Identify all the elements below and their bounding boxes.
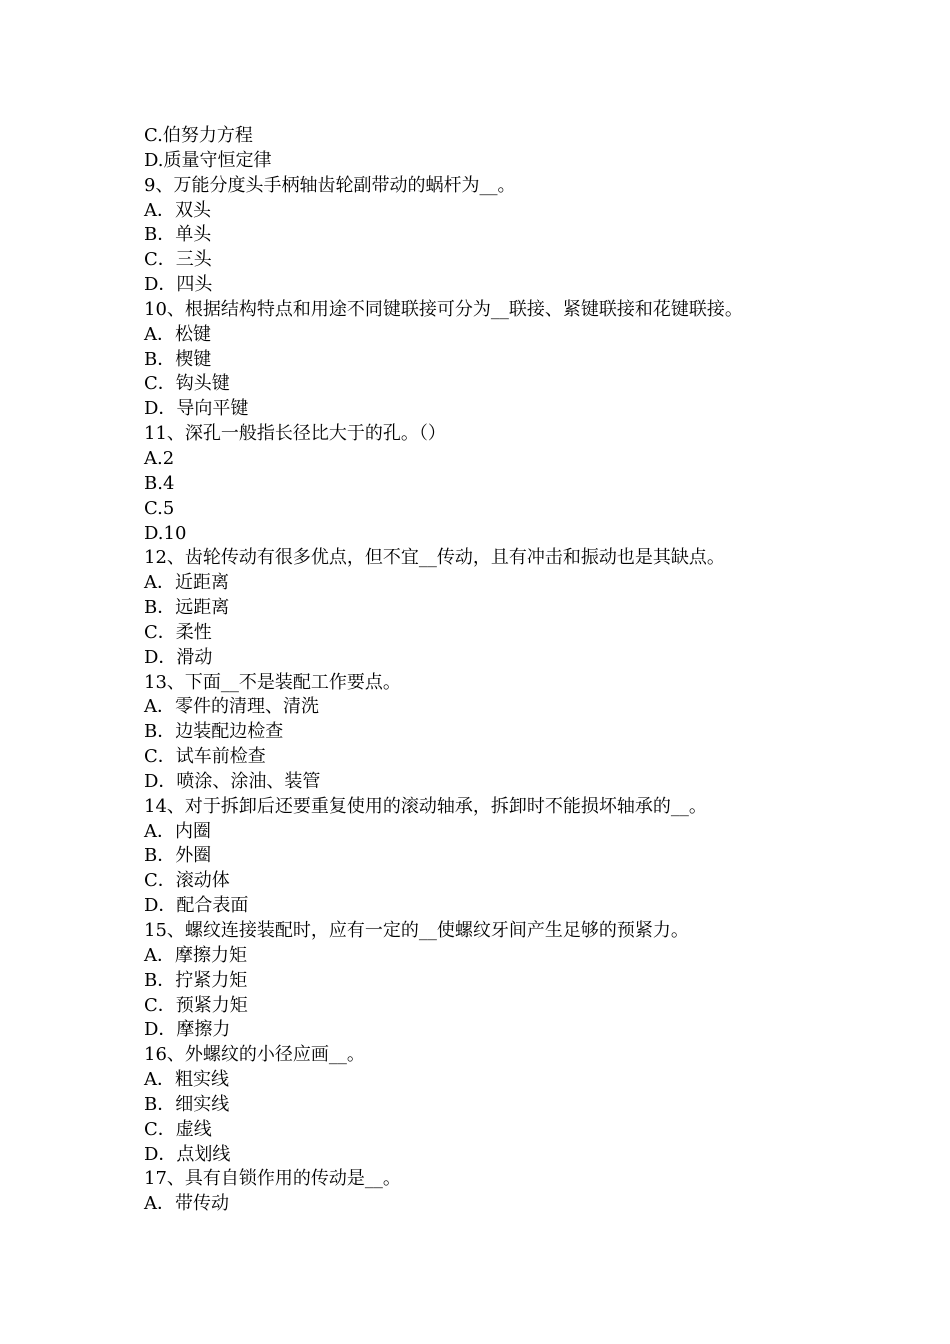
option-line: B．边装配边检查 <box>144 721 284 743</box>
option-line: D．喷涂、涂油、装管 <box>144 770 321 792</box>
question-line: 15、螺纹连接装配时，应有一定的__使螺纹牙间产生足够的预紧力。 <box>144 920 689 941</box>
option-line: B．楔键 <box>144 348 212 370</box>
option-line: B．拧紧力矩 <box>144 969 248 991</box>
option-line: B．远距离 <box>144 597 230 619</box>
option-line: D．四头 <box>144 274 213 296</box>
option-line: C.伯努力方程 <box>144 125 253 146</box>
question-line: 13、下面__不是装配工作要点。 <box>144 671 401 693</box>
document-body <box>144 124 844 1217</box>
option-line: C．钩头键 <box>144 373 230 395</box>
option-line: D．点划线 <box>144 1143 231 1165</box>
option-line: A．摩擦力矩 <box>144 944 247 966</box>
option-line: C．柔性 <box>144 621 212 643</box>
option-line: A．松键 <box>144 323 211 345</box>
option-line: A．粗实线 <box>144 1069 229 1091</box>
option-line: C．预紧力矩 <box>144 994 248 1016</box>
option-line: C．滚动体 <box>144 870 230 892</box>
option-line: A．双头 <box>144 199 211 221</box>
option-line: C．虚线 <box>144 1118 212 1140</box>
question-line: 17、具有自锁作用的传动是__。 <box>144 1168 401 1190</box>
option-line: D．滑动 <box>144 646 213 668</box>
option-line: D．配合表面 <box>144 895 249 917</box>
option-line: B.4 <box>144 472 175 494</box>
option-line: D.10 <box>144 522 187 544</box>
option-line: B．外圈 <box>144 845 212 867</box>
question-line: 11、深孔一般指长径比大于的孔。（） <box>144 423 446 445</box>
option-line: C．试车前检查 <box>144 746 266 768</box>
question-line: 16、外螺纹的小径应画__。 <box>144 1044 365 1066</box>
option-line: D．导向平键 <box>144 398 249 420</box>
option-line: A.2 <box>144 447 175 469</box>
option-line: C.5 <box>144 497 175 519</box>
question-line: 14、对于拆卸后还要重复使用的滚动轴承，拆卸时不能损坏轴承的__。 <box>144 795 707 817</box>
option-line: B．单头 <box>144 224 212 246</box>
option-line: C．三头 <box>144 249 212 271</box>
option-line: A．内圈 <box>144 820 211 842</box>
option-line: D.质量守恒定律 <box>144 149 272 171</box>
option-line: A．零件的清理、清洗 <box>144 696 319 718</box>
question-line: 12、齿轮传动有很多优点，但不宜__传动，且有冲击和振动也是其缺点。 <box>144 547 725 569</box>
option-line: A．带传动 <box>144 1193 229 1215</box>
option-line: B．细实线 <box>144 1093 230 1115</box>
question-line: 9、万能分度头手柄轴齿轮副带动的蜗杆为__。 <box>144 174 516 196</box>
question-line: 10、根据结构特点和用途不同键联接可分为__联接、紧键联接和花键联接。 <box>144 298 743 320</box>
option-line: D．摩擦力 <box>144 1019 231 1041</box>
option-line: A．近距离 <box>144 572 229 594</box>
